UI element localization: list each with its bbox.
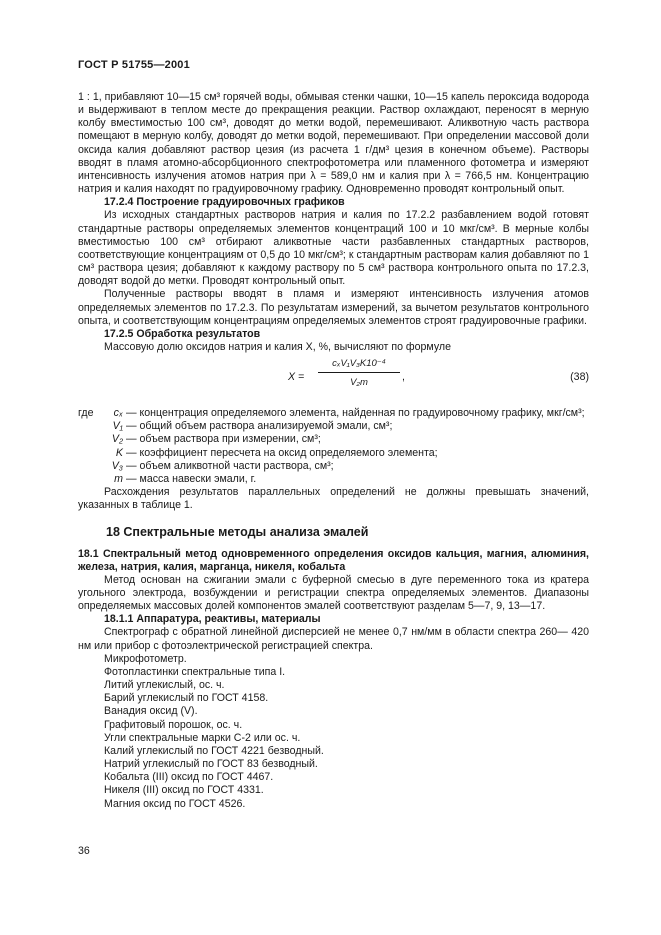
- variable-definitions: [78, 407, 589, 486]
- paragraph: 1 : 1, прибавляют 10—15 см³ горячей воды, обмывая стенки чашки, 10—15 капель пероксида водорода и выдерживают в теплом месте до прекращения реакции. Раствор охлаждают, переносят в мерную колбу вместимостью 100 см³, доводят до метки водой, перемешивают. Аликвотную часть раствора помещают в мерную колбу, доводят до метки водой, перемешивают. При определении массовой доли оксида калия добавляют раствор цезия (из расчета 1 г/дм³ цезия в конечном объеме). Растворы вводят в пламя атомно-абсорбционного спектрофотометра или пламенного фотометра и измеряют интенсивность излучения атомов натрия при λ = 589,0 нм и калия при λ = 766,5 нм. Концентрацию натрия и калия находят по градуировочному графику. Одновременно проводят контрольный опыт.: [78, 91, 589, 196]
- subsection-heading: 18.1.1 Аппаратура, реактивы, материалы: [104, 613, 321, 626]
- variable-definition: — объем раствора при измерении, см³;: [126, 433, 321, 446]
- variable-symbol: V₃: [111, 459, 123, 472]
- list-item: Магния оксид по ГОСТ 4526.: [104, 797, 246, 810]
- paragraph: Расхождения результатов параллельных определений не должны превышать значений, указанных в таблице 1.: [78, 486, 589, 512]
- list-item: Калий углекислый по ГОСТ 4221 безводный.: [104, 744, 324, 757]
- formula-lhs: X =: [288, 371, 305, 384]
- formula-comma: ,: [402, 371, 405, 384]
- variable-definition: — коэффициент пересчета на оксид определяемого элемента;: [126, 446, 438, 459]
- definition-row: [78, 433, 589, 446]
- formula-numerator: cₓV₁V₃K10⁻⁴: [318, 357, 400, 373]
- list-item: Натрий углекислый по ГОСТ 83 безводный.: [104, 758, 318, 771]
- paragraph: Массовую долю оксидов натрия и калия X, %, вычисляют по формуле: [104, 340, 451, 353]
- list-item: Никеля (III) оксид по ГОСТ 4331.: [104, 784, 264, 797]
- variable-definition: — общий объем раствора анализируемой эмали, см³;: [126, 420, 393, 433]
- definition-row: [78, 420, 589, 433]
- document-header: ГОСТ Р 51755—2001: [78, 59, 190, 71]
- page-number: 36: [78, 845, 90, 857]
- formula-fraction: [318, 357, 400, 389]
- formula-38: [78, 357, 589, 401]
- list-item: Графитовый порошок, ос. ч.: [104, 718, 243, 731]
- list-item: Литий углекислый, ос. ч.: [104, 679, 225, 692]
- paragraph: Метод основан на сжигании эмали с буферной смесью в дуге переменного тока из кратера угольного электрода, возбуждении и регистрации спектра определяемых элементов. Диапазоны определяемых массовых долей компонентов эмалей соответствуют разделам 5—7, 9, 13—17.: [78, 573, 589, 613]
- definition-row: [78, 447, 589, 460]
- list-item: Кобальта (III) оксид по ГОСТ 4467.: [104, 771, 274, 784]
- variable-symbol: V₁: [112, 420, 123, 433]
- paragraph: Из исходных стандартных растворов натрия и калия по 17.2.2 разбавлением водой готовят стандартные растворы определяемых элементов концентраций 100 и 10 мкг/см³. В мерные колбы вместимостью 100 см³ отбирают аликвотные части разбавленных стандартных растворов, соответствующие концентрациям от 0,5 до 10 мкг/см³; к стандартным растворам калия добавляют по 1 см³ раствора цезия; добавляют к каждому раствору по 5 см³ раствора контрольного опыта по 17.2.3, доводят водой до метки. Проводят контрольный опыт.: [78, 209, 589, 288]
- list-item: Угли спектральные марки С-2 или ос. ч.: [104, 731, 301, 744]
- subsection-heading: 17.2.5 Обработка результатов: [104, 327, 261, 340]
- variable-symbol: m: [114, 472, 123, 485]
- variable-symbol: V₂: [111, 433, 123, 446]
- variable-definition: — масса навески эмали, г.: [126, 472, 257, 485]
- subsection-heading: 17.2.4 Построение градуировочных графиков: [104, 196, 345, 209]
- subsection-heading-18-1: 18.1 Спектральный метод одновременного определения оксидов кальция, магния, алюминия, железа, натрия, калия, марганца, никеля, кобальта: [78, 547, 589, 573]
- formula-number: (38): [570, 371, 589, 384]
- variable-symbol: K: [115, 446, 123, 459]
- paragraph: Полученные растворы вводят в пламя и измеряют интенсивность излучения атомов определяемых элементов по 17.2.3. По результатам измерений, за вычетом результатов контрольного опыта, и соответствующим концентрациям определяемых элементов строят градуировочные графики.: [78, 288, 589, 327]
- list-item: Микрофотометр.: [104, 652, 187, 665]
- where-prefix: где: [78, 407, 94, 420]
- definition-row: [78, 460, 589, 473]
- variable-symbol: cₓ: [113, 407, 123, 420]
- section-heading-18: 18 Спектральные методы анализа эмалей: [106, 525, 369, 540]
- list-item: Ванадия оксид (V).: [104, 705, 198, 718]
- variable-definition: — концентрация определяемого элемента, найденная по градуировочному графику, мкг/см³;: [126, 407, 585, 420]
- materials-list: [78, 653, 589, 811]
- paragraph: Спектрограф с обратной линейной дисперсией не менее 0,7 нм/мм в области спектра 260— 420 нм или прибор с фотоэлектрической регистрацией спектра.: [78, 626, 589, 652]
- formula-denominator: V₂m: [350, 377, 368, 389]
- list-item: Фотопластинки спектральные типа I.: [104, 665, 286, 678]
- variable-definition: — объем аликвотной части раствора, см³;: [126, 459, 334, 472]
- definition-row: [78, 473, 589, 486]
- definition-row: [78, 407, 589, 420]
- body-text: [78, 91, 589, 811]
- list-item: Барий углекислый по ГОСТ 4158.: [104, 692, 269, 705]
